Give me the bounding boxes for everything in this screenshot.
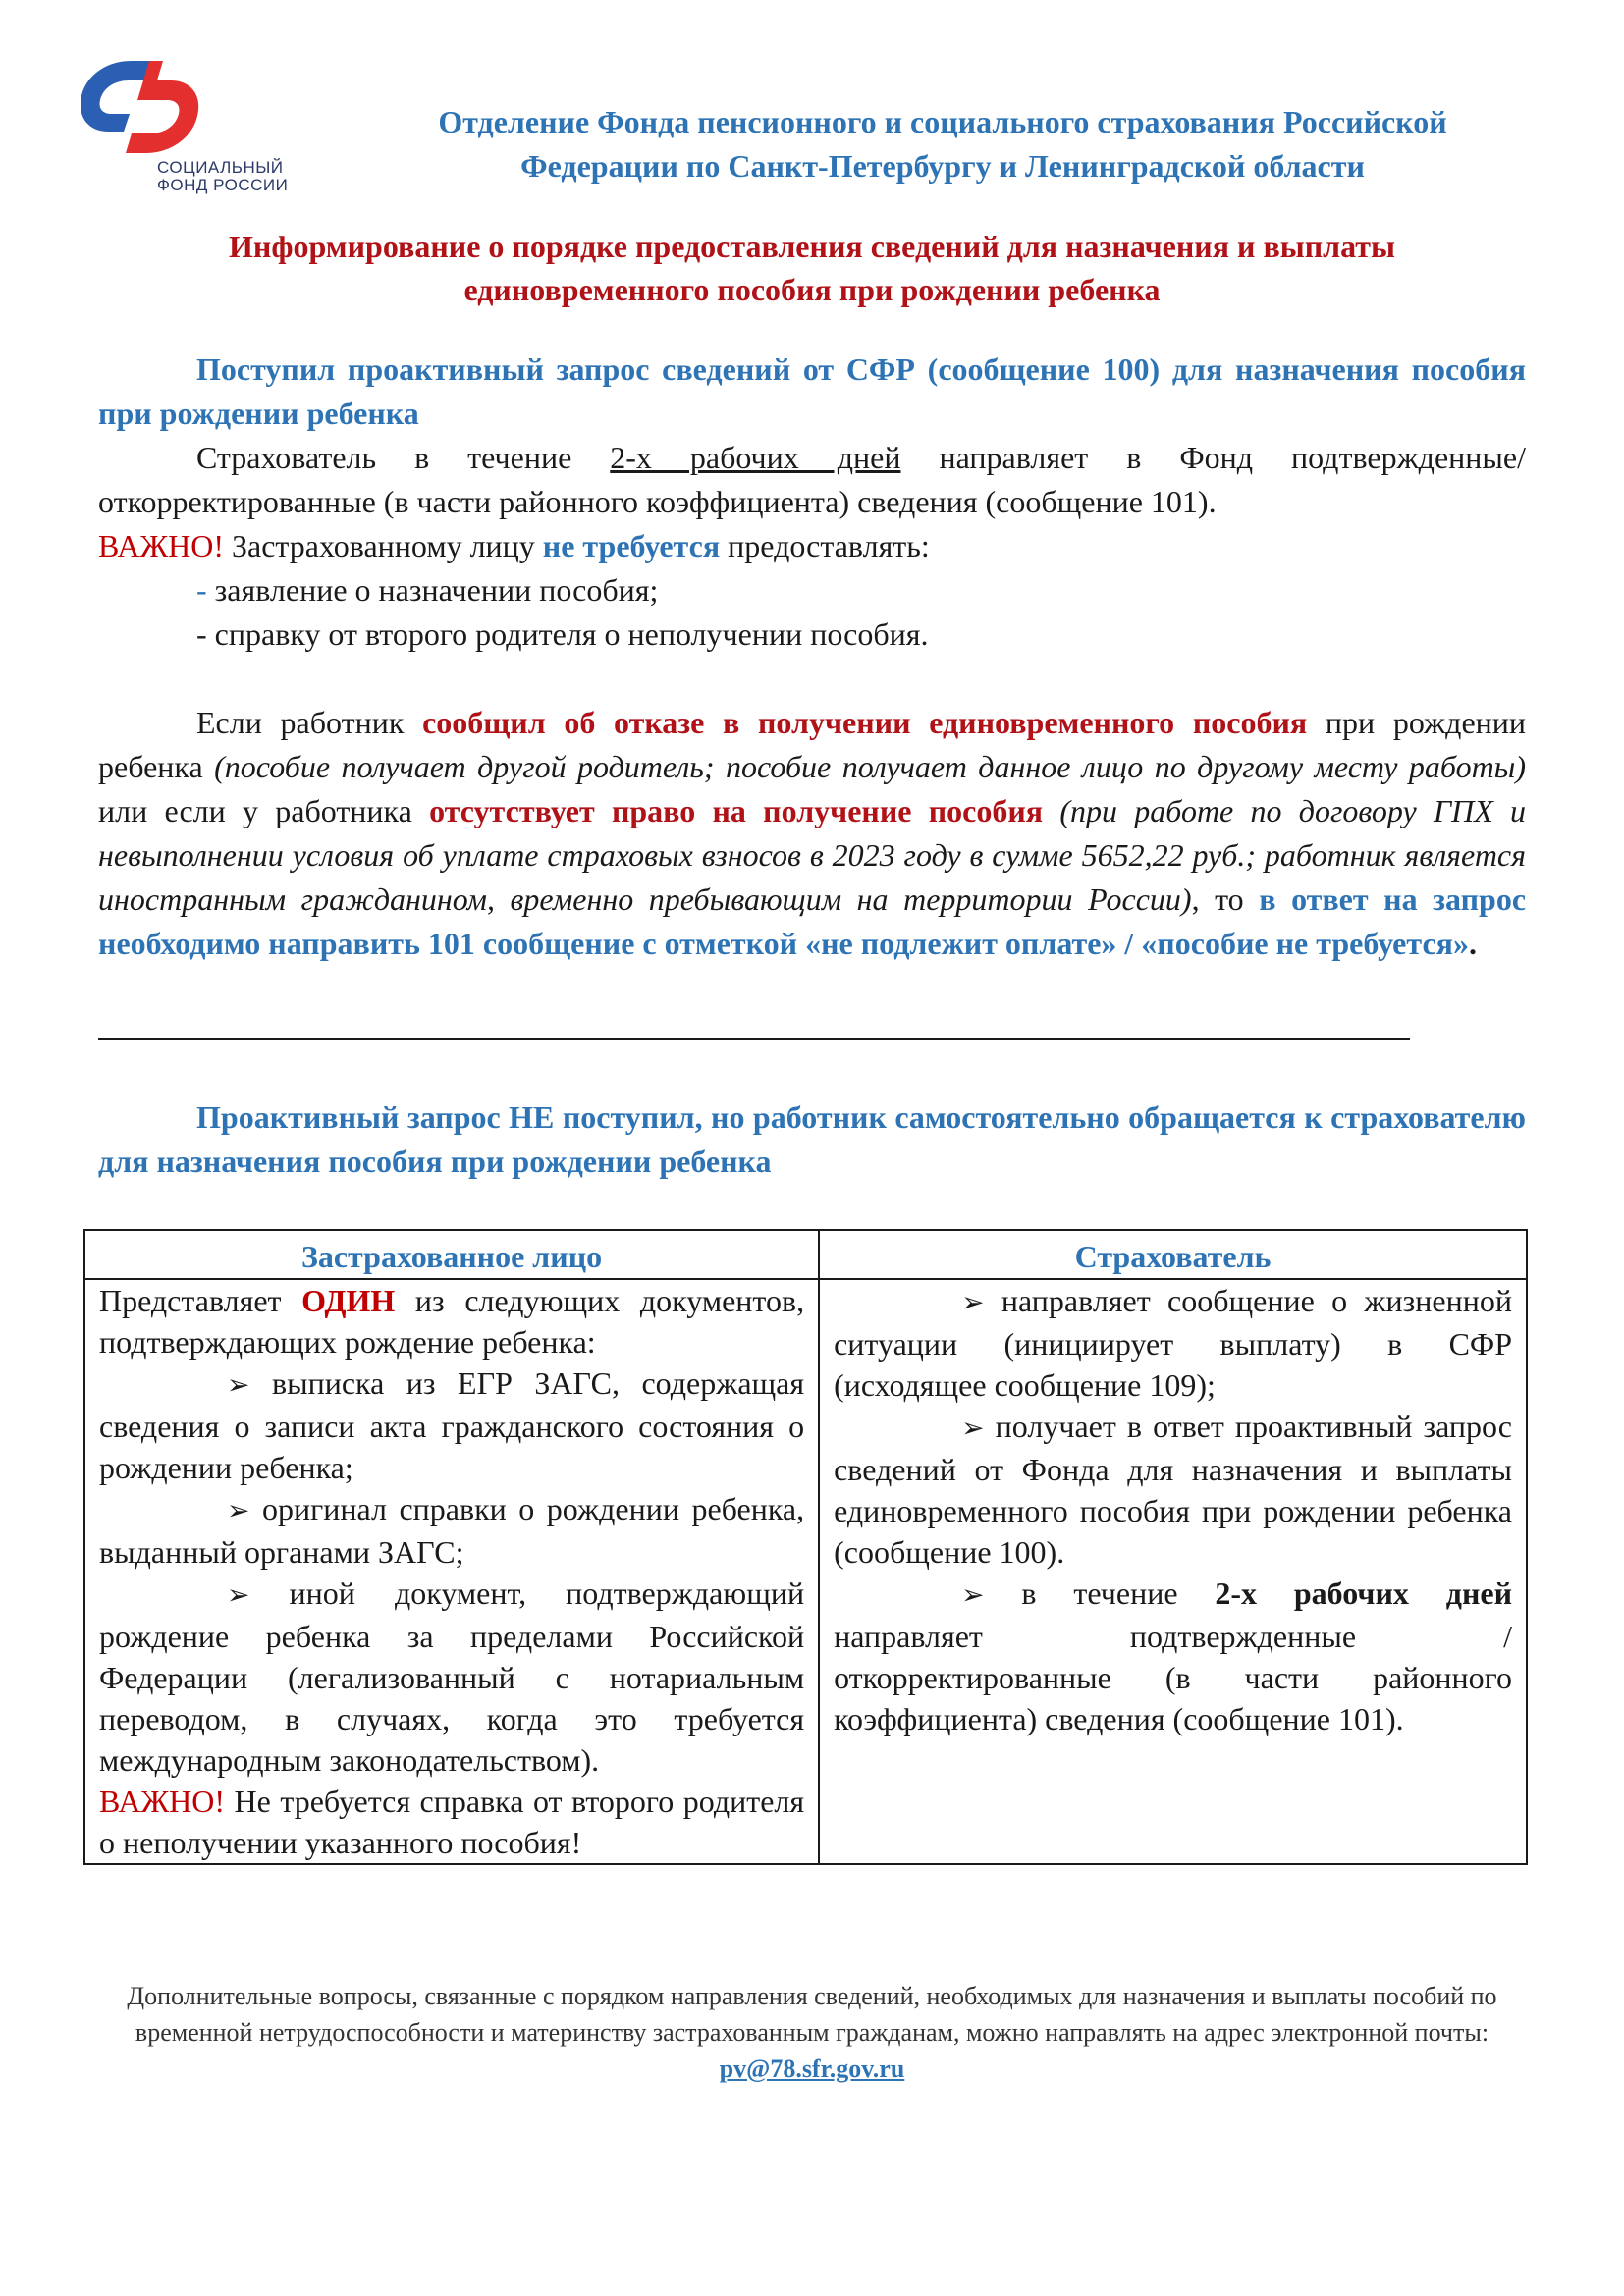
section-no-request xyxy=(98,1095,1526,1184)
insured-bullet xyxy=(99,1573,804,1781)
organization-name-line2: Федерации по Санкт-Петербургу и Ленинградской области xyxy=(520,148,1365,184)
table-header-insurer: Страхователь xyxy=(819,1230,1527,1279)
s2-text: , то xyxy=(1191,881,1260,917)
sfr-logo xyxy=(73,51,308,198)
insured-bullet-text: оригинал справки о рождении ребенка, выданный органами ЗАГС; xyxy=(99,1491,805,1570)
email-link[interactable]: pv@78.sfr.gov.ru xyxy=(719,2055,905,2083)
list-item-text: заявление о назначении пособия; xyxy=(206,572,659,608)
important-label: ВАЖНО! xyxy=(98,528,224,563)
section1-deadline: 2-х рабочих дней xyxy=(610,440,901,475)
section1-p1-end: направляет в Фонд подтвержденные/ откорректированные (в части районного коэффициента) сведения (сообщение 101). xyxy=(98,440,1527,519)
insurer-bullet xyxy=(834,1573,1512,1739)
insured-cell xyxy=(84,1279,819,1864)
organization-name-line1: Отделение Фонда пенсионного и социального страхования Российской xyxy=(438,104,1447,139)
section1-important xyxy=(98,524,1526,568)
logo-text-line2: ФОНД РОССИИ xyxy=(157,176,289,194)
insured-important-text: Не требуется справка от второго родителя о неполучении указанного пособия! xyxy=(99,1784,805,1860)
arrow-bullet-icon: ➢ xyxy=(227,1368,250,1401)
sfr-logo-mark-icon xyxy=(73,51,210,159)
list-item: - справку от второго родителя о неполучении пособия. xyxy=(196,616,929,652)
section1-heading: Поступил проактивный запрос сведений от СФР (сообщение 100) для назначения пособия при рождении ребенка xyxy=(98,351,1526,431)
insured-intro-c: из следующих документов, подтверждающих рождение ребенка: xyxy=(99,1283,805,1360)
s2-text: Если работник xyxy=(196,705,423,740)
table-header-row xyxy=(84,1230,1527,1279)
s2-italic-note: (пособие получает другой родитель; пособие получает данное лицо по другому месту работы) xyxy=(214,749,1527,784)
insured-one-highlight: ОДИН xyxy=(301,1283,396,1318)
divider-line xyxy=(98,1038,1410,1040)
insured-intro-a: Представляет xyxy=(99,1283,302,1318)
insurer-bullet-text: получает в ответ проактивный запрос сведений от Фонда для назначения и выплаты единовременного пособия при рождении ребенка (сообщение 100). xyxy=(834,1409,1513,1570)
arrow-bullet-icon: ➢ xyxy=(961,1578,985,1611)
s2-text: или если у работника xyxy=(98,793,430,828)
insured-bullet xyxy=(99,1488,804,1573)
arrow-bullet-icon: ➢ xyxy=(961,1412,985,1444)
insured-bullet xyxy=(99,1362,804,1488)
responsibilities-table xyxy=(83,1229,1528,1865)
table-header-insured: Застрахованное лицо xyxy=(84,1230,819,1279)
insurer-bullet xyxy=(834,1280,1512,1406)
important-text-a: Застрахованному лицу xyxy=(223,528,543,563)
section1-p1-start: Страхователь в течение xyxy=(196,440,611,475)
section3-heading: Проактивный запрос НЕ поступил, но работник самостоятельно обращается к страхователю для назначения пособия при рождении ребенка xyxy=(98,1099,1526,1179)
section2-paragraph xyxy=(98,701,1526,966)
logo-text-line1: СОЦИАЛЬНЫЙ xyxy=(157,158,284,177)
table-row xyxy=(84,1279,1527,1864)
insurer-bullet-text: направляет сообщение о жизненной ситуации (инициирует выплату) в СФР (исходящее сообщение 109); xyxy=(834,1283,1513,1403)
organization-name xyxy=(334,100,1551,188)
footer-text: Дополнительные вопросы, связанные с порядком направления сведений, необходимых для назначения и выплаты пособий по временной нетрудоспособности и материнству застрахованным гражданам, можно направлять на адрес электронной почты: xyxy=(127,1982,1497,2047)
arrow-bullet-icon: ➢ xyxy=(227,1578,250,1611)
insurer-bullet-text: направляет подтвержденные / откорректированные (в части районного коэффициента) сведения (сообщение 101). xyxy=(834,1619,1512,1736)
s2-italic-conditions: (при работе по договору ГПХ и невыполнении условия об уплате страховых взносов в 2023 году в сумме 5652,22 руб.; работник является иностранным гражданином, временно пребывающим на территории России) xyxy=(98,793,1527,917)
s2-response-instruction: в ответ на запрос необходимо направить 101 сообщение с отметкой «не подлежит оплате» / «пособие не требуется» xyxy=(98,881,1527,961)
footer-contact xyxy=(118,1978,1506,2087)
s2-text: при рождении ребенка xyxy=(98,705,1527,784)
s2-no-right-highlight: отсутствует право на получение пособия xyxy=(429,793,1044,828)
insured-bullet-text: выписка из ЕГР ЗАГС, содержащая сведения о записи акта гражданского состояния о рождении ребенка; xyxy=(99,1365,805,1485)
arrow-bullet-icon: ➢ xyxy=(227,1494,250,1526)
insurer-bullet xyxy=(834,1406,1512,1573)
section-refusal xyxy=(98,701,1526,966)
insurer-bullet-text: в течение xyxy=(1021,1575,1216,1611)
section-proactive-request xyxy=(98,347,1526,657)
notice-title-line1: Информирование о порядке предоставления сведений для назначения и выплаты xyxy=(229,229,1395,264)
list-item xyxy=(98,568,1526,613)
insurer-deadline: 2-х рабочих дней xyxy=(1215,1575,1513,1611)
important-text-c: предоставлять: xyxy=(720,528,930,563)
notice-title-line2: единовременного пособия при рождении ребенка xyxy=(463,272,1161,307)
important-not-required: не требуется xyxy=(542,528,721,563)
s2-refusal-highlight: сообщил об отказе в получении единовременного пособия xyxy=(422,705,1308,740)
s2-text: . xyxy=(1468,926,1477,961)
insured-bullet-text: иной документ, подтверждающий рождение ребенка за пределами Российской Федерации (легализованный с нотариальным переводом, в случаях, когда это требуется международным законодательством). xyxy=(99,1575,805,1778)
notice-title xyxy=(98,225,1526,311)
important-label: ВАЖНО! xyxy=(99,1784,225,1819)
list-dash: - xyxy=(196,572,207,608)
insured-intro xyxy=(99,1280,804,1362)
insured-important xyxy=(99,1781,804,1863)
section1-paragraph xyxy=(98,436,1526,524)
arrow-bullet-icon: ➢ xyxy=(961,1286,985,1318)
insurer-cell xyxy=(819,1279,1527,1864)
